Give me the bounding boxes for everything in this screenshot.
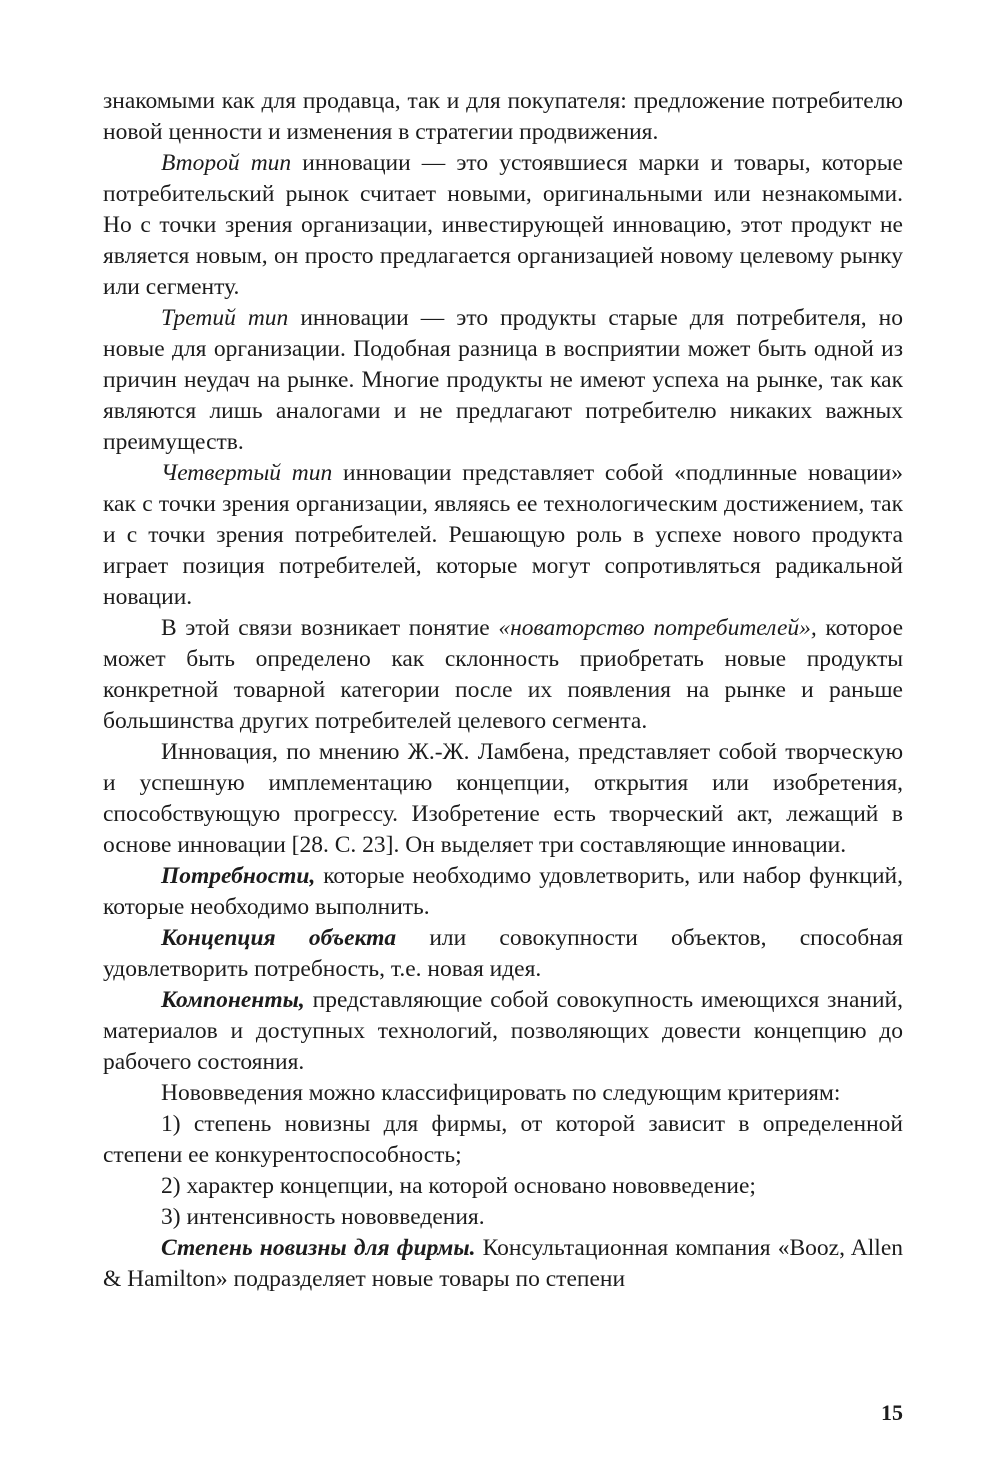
term-second-type: Второй тип xyxy=(161,150,292,176)
paragraph-text: инновации — это продукты старые для потребителя, но новые для организации. Подобная разница в восприятии может быть одной из причин неудач на рынке. Многие продукты не имеют успеха на рынке, так как являются лишь аналогами и не предлагают потребителю никаких важных преимуществ. xyxy=(103,305,903,455)
paragraph-fourth-type xyxy=(103,458,903,613)
paragraph-lambin-definition: Инновация, по мнению Ж.-Ж. Ламбена, представляет собой творческую и успешную имплементацию концепции, открытия или изобретения, способствующую прогрессу. Изобретение есть творческий акт, лежащий в основе инновации [28. С. 23]. Он выделяет три составляющие инновации. xyxy=(103,739,903,858)
paragraph-continuation: знакомыми как для продавца, так и для покупателя: предложение потребителю новой ценности и изменения в стратегии продвижения. xyxy=(103,88,903,145)
term-needs: Потребности, xyxy=(161,863,316,889)
list-item-concept-character: 2) характер концепции, на которой основано нововведение; xyxy=(161,1173,756,1199)
paragraph-third-type xyxy=(103,303,903,458)
term-components: Компоненты, xyxy=(161,987,305,1013)
paragraph-components xyxy=(103,985,903,1078)
term-consumer-innovativeness: «новаторство потребителей», xyxy=(498,615,817,641)
paragraph-needs xyxy=(103,861,903,923)
paragraph-consumer-innovativeness xyxy=(103,613,903,737)
term-object-concept: Концепция объекта xyxy=(161,925,397,951)
list-item-intensity: 3) интенсивность нововведения. xyxy=(161,1204,485,1230)
page-body xyxy=(103,86,903,1295)
list-item-novelty-degree: 1) степень новизны для фирмы, от которой зависит в определенной степени ее конкурентоспособность; xyxy=(103,1111,903,1168)
paragraph-text: В этой связи возникает понятие xyxy=(161,615,499,641)
paragraph-text: которые необходимо удовлетворить, или набор функций, которые необходимо выполнить. xyxy=(103,863,903,920)
paragraph-novelty-for-firm xyxy=(103,1233,903,1295)
page-number: 15 xyxy=(881,1400,903,1425)
paragraph-text: инновации представляет собой «подлинные новации» как с точки зрения организации, являясь ее технологическим достижением, так и с точки зрения потребителей. Решающую роль в успехе нового продукта играет позиция потребителей, которые могут сопротивляться радикальной новации. xyxy=(103,460,903,610)
paragraph-text: представляющие собой совокупность имеющихся знаний, материалов и доступных технологий, позволяющих довести концепцию до рабочего состояния. xyxy=(103,987,903,1075)
paragraph-text: которое может быть определено как склонность приобретать новые продукты конкретной товарной категории после их появления на рынке и раньше большинства других потребителей целевого сегмента. xyxy=(103,615,904,734)
paragraph-text: Консультационная компания «Booz, Allen & Hamilton» подразделяет новые товары по степени xyxy=(103,1235,903,1292)
paragraph-second-type xyxy=(103,148,903,303)
paragraph-object-concept xyxy=(103,923,903,985)
paragraph-text: или совокупности объектов, способная удовлетворить потребность, т.е. новая идея. xyxy=(103,925,903,982)
term-novelty-for-firm: Степень новизны для фирмы. xyxy=(161,1235,476,1261)
term-third-type: Третий тип xyxy=(161,305,289,331)
paragraph-text: инновации — это устоявшиеся марки и товары, которые потребительский рынок считает новыми, оригинальными или незнакомыми. Но с точки зрения организации, инвестирующей инновацию, этот продукт не является новым, он просто предлагается организацией новому целевому рынку или сегменту. xyxy=(103,150,903,300)
paragraph-classification-intro: Нововведения можно классифицировать по следующим критериям: xyxy=(161,1080,841,1106)
term-fourth-type: Четвертый тип xyxy=(161,460,333,486)
